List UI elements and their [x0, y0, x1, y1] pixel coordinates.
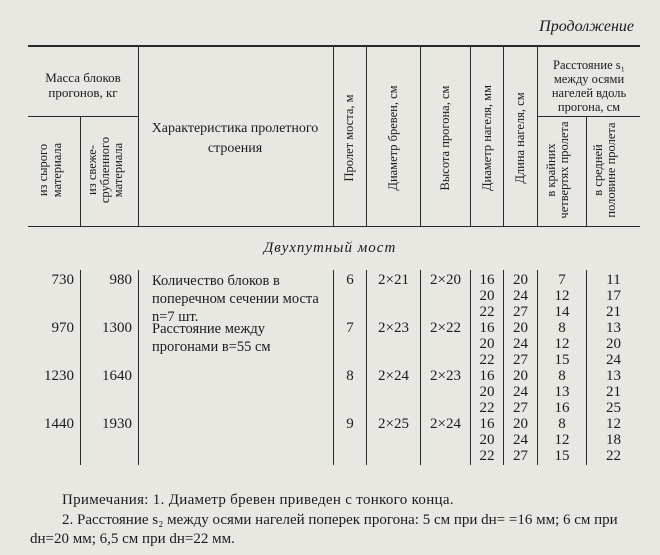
spacing-quarters-cell: 8	[558, 368, 566, 384]
header-top-rule	[28, 45, 640, 47]
header-spacing-group: Расстояние s₁ между осями нагелей вдоль прогона, см	[551, 58, 627, 114]
dowel-diameter-cell: 22	[479, 448, 495, 464]
dowel-diameter-cell: 22	[479, 400, 495, 416]
spacing-middle-cell: 21	[606, 384, 621, 400]
dowel-length-cell: 27	[513, 304, 528, 320]
mass-raw-cell: 970	[51, 320, 74, 336]
dowel-diameter-cell: 20	[479, 432, 495, 448]
col-divider-3	[333, 46, 334, 226]
spacing-middle-cell: 13	[606, 320, 621, 336]
dowel-diameter-cell: 22	[479, 352, 495, 368]
spacing-quarters-cell: 16	[554, 400, 570, 416]
mass-group-rule	[28, 116, 138, 117]
spacing-quarters-cell: 12	[554, 288, 570, 304]
log-diameter-cell: 2×23	[378, 320, 409, 336]
header-span: Пролет моста, м	[342, 94, 356, 182]
description-girder-spacing: Расстояние между прогонами в=55 см	[152, 321, 271, 355]
dowel-length-cell: 27	[513, 352, 528, 368]
col-divider-7	[503, 46, 504, 226]
dowel-diameter-cell: 22	[479, 304, 495, 320]
spacing-quarters-cell: 15	[554, 352, 570, 368]
header-dowel-length: Длина нагеля, см	[513, 92, 527, 184]
span-cell: 9	[346, 416, 354, 432]
dowel-length-cell: 20	[513, 368, 528, 384]
header-characteristic: Характеристика пролетного строения	[151, 121, 319, 156]
header-mass-group: Масса блоков прогонов, кг	[45, 70, 121, 100]
spacing-quarters-cell: 13	[554, 384, 570, 400]
note-2: 2. Расстояние s₂ между осями нагелей поперек прогона: 5 см при dн= =16 мм; 6 см при dн=20 мм; 6,5 см при dн=22 мм.	[30, 512, 618, 547]
col-divider-6	[470, 46, 471, 226]
dowel-length-cell: 24	[513, 288, 528, 304]
log-diameter-cell: 2×21	[378, 272, 409, 288]
col-divider-1	[80, 116, 81, 226]
girder-height-cell: 2×20	[430, 272, 461, 288]
mass-raw-cell: 1440	[44, 416, 74, 432]
mass-fresh-cell: 1640	[102, 368, 132, 384]
girder-height-cell: 2×22	[430, 320, 461, 336]
spacing-group-rule	[537, 116, 640, 117]
mass-fresh-cell: 1300	[102, 320, 132, 336]
dowel-length-cell: 24	[513, 336, 528, 352]
header-dowel-diameter: Диаметр нагеля, мм	[480, 84, 494, 192]
spacing-middle-cell: 25	[606, 400, 621, 416]
dowel-length-cell: 27	[513, 448, 528, 464]
continuation-label: Продолжение	[539, 18, 634, 35]
girder-height-cell: 2×24	[430, 416, 461, 432]
spacing-middle-cell: 12	[606, 416, 621, 432]
spacing-middle-cell: 13	[606, 368, 621, 384]
dowel-diameter-cell: 16	[479, 320, 495, 336]
mass-raw-cell: 730	[51, 272, 74, 288]
header-spacing-quarters: в крайних четвертях пролета	[544, 121, 571, 219]
note-1: Примечания: 1. Диаметр бревен приведен с тонкого конца.	[62, 492, 454, 508]
spacing-middle-cell: 18	[606, 432, 621, 448]
col-divider-4	[366, 46, 367, 226]
dowel-length-cell: 24	[513, 432, 528, 448]
header-bottom-rule	[28, 226, 640, 227]
span-cell: 8	[346, 368, 354, 384]
spacing-quarters-cell: 8	[558, 416, 566, 432]
spacing-quarters-cell: 15	[554, 448, 570, 464]
col-divider-9	[586, 116, 587, 226]
spacing-quarters-cell: 12	[554, 432, 570, 448]
header-spacing-middle: в средней половине пролета	[591, 122, 618, 218]
dowel-diameter-cell: 16	[479, 416, 495, 432]
header-log-diameter: Диаметр бревен, см	[386, 85, 400, 191]
header-mass-raw: из сырого материала	[36, 142, 64, 198]
body-col-divider-1	[80, 270, 81, 465]
dowel-length-cell: 20	[513, 320, 528, 336]
spacing-middle-cell: 21	[606, 304, 621, 320]
span-cell: 6	[346, 272, 354, 288]
col-divider-2	[138, 46, 139, 226]
spacing-middle-cell: 22	[606, 448, 621, 464]
dowel-diameter-cell: 20	[479, 384, 495, 400]
girder-height-cell: 2×23	[430, 368, 461, 384]
spacing-quarters-cell: 14	[554, 304, 570, 320]
dowel-length-cell: 27	[513, 400, 528, 416]
dowel-diameter-cell: 20	[479, 336, 495, 352]
description-block-count: Количество блоков в поперечном сечении моста n=7 шт.	[152, 273, 319, 325]
header-mass-fresh: из свеже-срубленного материала	[85, 136, 125, 204]
dowel-length-cell: 24	[513, 384, 528, 400]
dowel-length-cell: 20	[513, 416, 528, 432]
spacing-quarters-cell: 8	[558, 320, 566, 336]
dowel-diameter-cell: 16	[479, 272, 495, 288]
dowel-diameter-cell: 20	[479, 288, 495, 304]
mass-raw-cell: 1230	[44, 368, 74, 384]
span-cell: 7	[346, 320, 354, 336]
spacing-middle-cell: 24	[606, 352, 621, 368]
log-diameter-cell: 2×25	[378, 416, 409, 432]
spacing-middle-cell: 20	[606, 336, 621, 352]
spacing-middle-cell: 11	[606, 272, 621, 288]
col-divider-5	[420, 46, 421, 226]
log-diameter-cell: 2×24	[378, 368, 409, 384]
dowel-diameter-cell: 16	[479, 368, 495, 384]
body-col-divider-2	[138, 270, 139, 465]
dowel-length-cell: 20	[513, 272, 528, 288]
spacing-middle-cell: 17	[606, 288, 621, 304]
spacing-quarters-cell: 12	[554, 336, 570, 352]
mass-fresh-cell: 1930	[102, 416, 132, 432]
mass-fresh-cell: 980	[109, 272, 132, 288]
section-title: Двухпутный мост	[263, 240, 397, 256]
spacing-quarters-cell: 7	[558, 272, 566, 288]
header-girder-height: Высота прогона, см	[438, 85, 452, 191]
